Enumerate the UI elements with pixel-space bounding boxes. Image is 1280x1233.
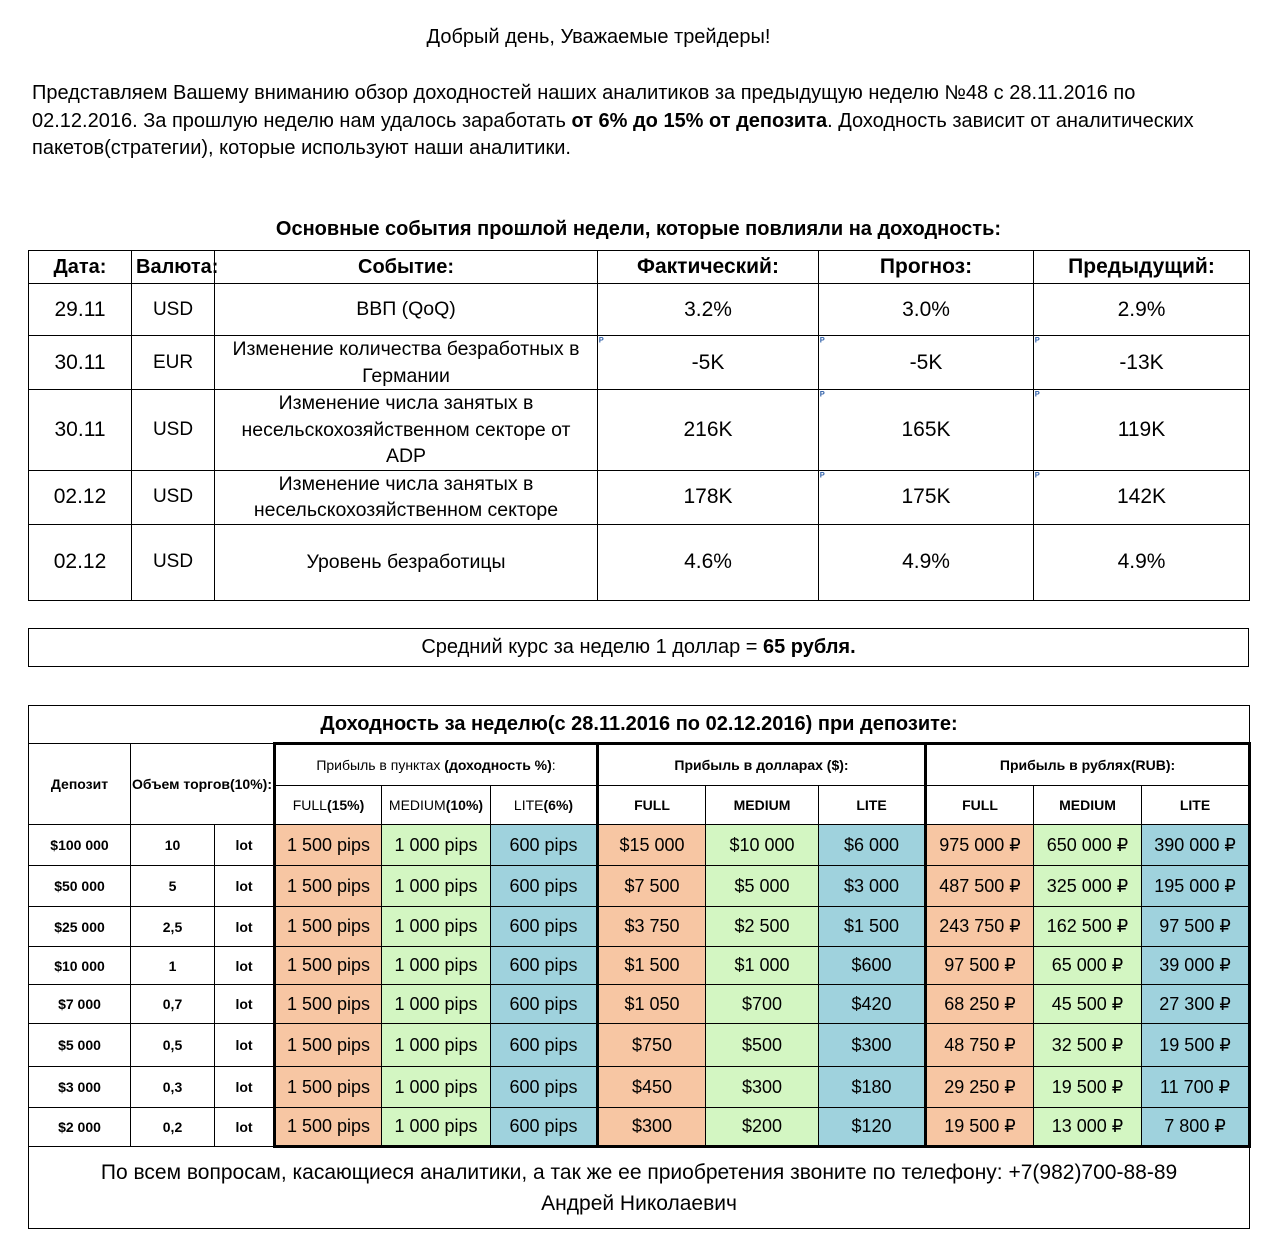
- exchange-rate-text: Средний курс за неделю 1 доллар =: [421, 636, 763, 658]
- event-previous: 4.9%: [1034, 524, 1250, 600]
- rub-lite: 11 700 ₽: [1142, 1067, 1250, 1108]
- event-name: Изменение числа занятых в несельскохозяйственном секторе от ADP: [215, 390, 598, 471]
- table-row: [29, 1024, 1250, 1067]
- pips-lite: 600 pips: [491, 866, 598, 907]
- profit-header-pips: [275, 744, 598, 786]
- events-title: Основные события прошлой недели, которые повлияли на доходность:: [275, 218, 1002, 240]
- deposit-value: $7 000: [29, 985, 131, 1024]
- rub-lite: 7 800 ₽: [1142, 1108, 1250, 1147]
- pips-medium: 1 000 pips: [382, 866, 491, 907]
- volume-unit: lot: [215, 866, 275, 907]
- volume-unit: lot: [215, 985, 275, 1024]
- pips-full: 1 500 pips: [275, 1108, 382, 1147]
- sub-header-rub-medium: MEDIUM: [1034, 786, 1142, 825]
- usd-medium: $700: [706, 985, 819, 1024]
- event-name: Изменение количества безработных в Германии: [215, 336, 598, 390]
- pips-medium: 1 000 pips: [382, 1067, 491, 1108]
- profit-header-deposit: Депозит: [29, 744, 131, 825]
- pips-medium: 1 000 pips: [382, 947, 491, 985]
- event-previous-cell: [1034, 336, 1250, 390]
- usd-lite: $180: [819, 1067, 926, 1108]
- contact-footer: [29, 1147, 1250, 1229]
- volume-unit: lot: [215, 1067, 275, 1108]
- event-date: 30.11: [29, 390, 132, 471]
- events-header-actual: Фактический:: [598, 251, 819, 284]
- pips-full: 1 500 pips: [275, 866, 382, 907]
- pips-full: 1 500 pips: [275, 985, 382, 1024]
- event-previous-cell: [1034, 470, 1250, 524]
- rub-lite: 195 000 ₽: [1142, 866, 1250, 907]
- usd-lite: $600: [819, 947, 926, 985]
- usd-medium: $200: [706, 1108, 819, 1147]
- table-row: [29, 1067, 1250, 1108]
- pips-medium: 1 000 pips: [382, 1108, 491, 1147]
- event-previous: -13K: [1119, 350, 1164, 374]
- profit-table: [28, 705, 1251, 1229]
- sub-header-usd-medium: MEDIUM: [706, 786, 819, 825]
- rub-lite: 39 000 ₽: [1142, 947, 1250, 985]
- deposit-value: $3 000: [29, 1067, 131, 1108]
- pips-full: 1 500 pips: [275, 1024, 382, 1067]
- event-name: Уровень безработицы: [215, 524, 598, 600]
- intro-highlight: от 6% до 15% от депозита: [571, 109, 828, 132]
- usd-medium: $300: [706, 1067, 819, 1108]
- profit-title: Доходность за неделю(с 28.11.2016 по 02.12.2016) при депозите:: [29, 706, 1250, 744]
- event-actual: 4.6%: [598, 524, 819, 600]
- flag-icon: ᴾ: [820, 470, 825, 483]
- pips-medium: 1 000 pips: [382, 825, 491, 866]
- usd-medium: $5 000: [706, 866, 819, 907]
- rub-medium: 650 000 ₽: [1034, 825, 1142, 866]
- volume-unit: lot: [215, 825, 275, 866]
- rub-lite: 97 500 ₽: [1142, 907, 1250, 947]
- profit-header-pips-bold: (доходность %): [444, 757, 552, 773]
- event-forecast: 4.9%: [819, 524, 1034, 600]
- rub-full: 29 250 ₽: [926, 1067, 1034, 1108]
- table-row: [29, 947, 1250, 985]
- usd-lite: $120: [819, 1108, 926, 1147]
- flag-icon: ᴾ: [1035, 470, 1040, 483]
- event-actual: 3.2%: [598, 284, 819, 336]
- sub-header-pips-full: FULL(15%): [275, 786, 382, 825]
- event-name: ВВП (QoQ): [215, 284, 598, 336]
- usd-lite: $300: [819, 1024, 926, 1067]
- volume-value: 0,3: [131, 1067, 215, 1108]
- rub-medium: 45 500 ₽: [1034, 985, 1142, 1024]
- profit-header-rub-label: Прибыль в рублях(RUB):: [999, 757, 1176, 773]
- event-previous-cell: [1034, 390, 1250, 471]
- pips-medium: 1 000 pips: [382, 985, 491, 1024]
- volume-value: 0,7: [131, 985, 215, 1024]
- usd-full: $15 000: [598, 825, 706, 866]
- deposit-value: $5 000: [29, 1024, 131, 1067]
- rub-full: 97 500 ₽: [926, 947, 1034, 985]
- event-actual: 216K: [598, 390, 819, 471]
- event-previous: 142K: [1116, 485, 1167, 508]
- event-currency: USD: [132, 284, 215, 336]
- intro-paragraph: [32, 80, 1232, 163]
- profit-header-pips-prefix: Прибыль в пунктах: [316, 757, 445, 773]
- events-header-currency: Валюта:: [132, 251, 215, 284]
- profit-header-volume: Объем торгов(10%):: [131, 744, 275, 825]
- sub-header-pips-medium: MEDIUM(10%): [382, 786, 491, 825]
- volume-unit: lot: [215, 907, 275, 947]
- event-forecast-cell: [819, 390, 1034, 471]
- event-actual: 178K: [598, 470, 819, 524]
- pips-lite: 600 pips: [491, 825, 598, 866]
- usd-medium: $500: [706, 1024, 819, 1067]
- usd-medium: $2 500: [706, 907, 819, 947]
- table-row: [29, 866, 1250, 907]
- deposit-value: $50 000: [29, 866, 131, 907]
- event-actual: -5K: [691, 350, 725, 374]
- rub-lite: 27 300 ₽: [1142, 985, 1250, 1024]
- profit-header-pips-suffix: :: [551, 757, 556, 773]
- table-row: [29, 284, 1250, 336]
- event-forecast-cell: [819, 336, 1034, 390]
- pips-lite: 600 pips: [491, 1067, 598, 1108]
- rub-lite: 19 500 ₽: [1142, 1024, 1250, 1067]
- events-header-date: Дата:: [29, 251, 132, 284]
- usd-full: $1 500: [598, 947, 706, 985]
- table-row: [29, 907, 1250, 947]
- table-row: [29, 390, 1250, 471]
- pips-full: 1 500 pips: [275, 947, 382, 985]
- event-forecast: -5K: [909, 350, 943, 374]
- rub-full: 48 750 ₽: [926, 1024, 1034, 1067]
- event-currency: USD: [132, 524, 215, 600]
- pips-lite: 600 pips: [491, 947, 598, 985]
- usd-full: $450: [598, 1067, 706, 1108]
- volume-unit: lot: [215, 1108, 275, 1147]
- volume-value: 2,5: [131, 907, 215, 947]
- profit-header-usd-suffix: :: [843, 757, 849, 773]
- event-forecast: 165K: [901, 417, 951, 441]
- event-date: 29.11: [29, 284, 132, 336]
- intro-text-end: . Доходность зависит от аналитических пакетов(стратегии), которые используют наши аналитики.: [32, 109, 1194, 159]
- rub-full: 487 500 ₽: [926, 866, 1034, 907]
- pips-full: 1 500 pips: [275, 825, 382, 866]
- table-row: [29, 470, 1250, 524]
- event-date: 02.12: [29, 470, 132, 524]
- volume-value: 10: [131, 825, 215, 866]
- events-header-event: Событие:: [215, 251, 598, 284]
- pips-lite: 600 pips: [491, 985, 598, 1024]
- pips-lite: 600 pips: [491, 907, 598, 947]
- event-currency: USD: [132, 390, 215, 471]
- flag-icon: ᴾ: [820, 390, 825, 402]
- usd-medium: $10 000: [706, 825, 819, 866]
- rub-full: 19 500 ₽: [926, 1108, 1034, 1147]
- sub-header-usd-lite: LITE: [819, 786, 926, 825]
- sub-header-rub-lite: LITE: [1142, 786, 1250, 825]
- profit-header-usd: [598, 744, 926, 786]
- event-actual-cell: [598, 336, 819, 390]
- sub-header-usd-full: FULL: [598, 786, 706, 825]
- table-row: [29, 985, 1250, 1024]
- events-header-previous: Предыдущий:: [1034, 251, 1250, 284]
- flag-icon: ᴾ: [599, 336, 604, 348]
- usd-full: $7 500: [598, 866, 706, 907]
- profit-header-usd-bold: ($): [826, 757, 844, 773]
- pips-medium: 1 000 pips: [382, 907, 491, 947]
- flag-icon: ᴾ: [820, 336, 825, 348]
- event-name: Изменение числа занятых в несельскохозяйственном секторе: [215, 470, 598, 524]
- table-row: [29, 524, 1250, 600]
- sub-header-rub-full: FULL: [926, 786, 1034, 825]
- usd-full: $750: [598, 1024, 706, 1067]
- pips-full: 1 500 pips: [275, 907, 382, 947]
- usd-lite: $420: [819, 985, 926, 1024]
- rub-medium: 19 500 ₽: [1034, 1067, 1142, 1108]
- table-row: [29, 336, 1250, 390]
- sub-header-pips-lite: LITE(6%): [491, 786, 598, 825]
- greeting: Добрый день, Уважаемые трейдеры!: [426, 26, 771, 48]
- rub-medium: 65 000 ₽: [1034, 947, 1142, 985]
- event-currency: USD: [132, 470, 215, 524]
- volume-value: 1: [131, 947, 215, 985]
- volume-unit: lot: [215, 947, 275, 985]
- deposit-value: $25 000: [29, 907, 131, 947]
- profit-header-rub: [926, 744, 1250, 786]
- deposit-value: $2 000: [29, 1108, 131, 1147]
- event-previous: 119K: [1117, 417, 1166, 441]
- rub-full: 68 250 ₽: [926, 985, 1034, 1024]
- rub-medium: 325 000 ₽: [1034, 866, 1142, 907]
- pips-full: 1 500 pips: [275, 1067, 382, 1108]
- pips-lite: 600 pips: [491, 1108, 598, 1147]
- volume-unit: lot: [215, 1024, 275, 1067]
- events-header-forecast: Прогноз:: [819, 251, 1034, 284]
- volume-value: 0,2: [131, 1108, 215, 1147]
- deposit-value: $10 000: [29, 947, 131, 985]
- usd-full: $300: [598, 1108, 706, 1147]
- deposit-value: $100 000: [29, 825, 131, 866]
- contact-name: Андрей Николаевич: [541, 1192, 737, 1215]
- rub-medium: 13 000 ₽: [1034, 1108, 1142, 1147]
- flag-icon: ᴾ: [1035, 390, 1040, 402]
- pips-medium: 1 000 pips: [382, 1024, 491, 1067]
- exchange-rate-box: [28, 628, 1249, 667]
- event-forecast: 175K: [901, 485, 951, 508]
- event-previous: 2.9%: [1034, 284, 1250, 336]
- event-date: 30.11: [29, 336, 132, 390]
- usd-medium: $1 000: [706, 947, 819, 985]
- event-date: 02.12: [29, 524, 132, 600]
- rub-medium: 32 500 ₽: [1034, 1024, 1142, 1067]
- contact-line: По всем вопросам, касающиеся аналитики, а так же ее приобретения звоните по телефону: +7(982)700-88-89: [100, 1161, 1178, 1184]
- flag-icon: ᴾ: [1035, 336, 1040, 348]
- table-row: [29, 1108, 1250, 1147]
- rub-medium: 162 500 ₽: [1034, 907, 1142, 947]
- volume-value: 5: [131, 866, 215, 907]
- usd-lite: $3 000: [819, 866, 926, 907]
- event-forecast: 3.0%: [819, 284, 1034, 336]
- usd-lite: $1 500: [819, 907, 926, 947]
- table-row: [29, 825, 1250, 866]
- event-forecast-cell: [819, 470, 1034, 524]
- volume-value: 0,5: [131, 1024, 215, 1067]
- exchange-rate-value: 65 рубля.: [762, 636, 856, 658]
- intro-text: Представляем Вашему вниманию обзор доходностей наших аналитиков за предыдущую неделю №48 с 28.11.2016 по 02.12.2016. За прошлую неделю нам удалось заработать: [32, 82, 1136, 132]
- rub-full: 975 000 ₽: [926, 825, 1034, 866]
- usd-lite: $6 000: [819, 825, 926, 866]
- usd-full: $3 750: [598, 907, 706, 947]
- rub-lite: 390 000 ₽: [1142, 825, 1250, 866]
- usd-full: $1 050: [598, 985, 706, 1024]
- rub-full: 243 750 ₽: [926, 907, 1034, 947]
- profit-header-usd-prefix: Прибыль в долларах: [674, 757, 827, 773]
- events-table: [28, 250, 1250, 601]
- event-currency: EUR: [132, 336, 215, 390]
- pips-lite: 600 pips: [491, 1024, 598, 1067]
